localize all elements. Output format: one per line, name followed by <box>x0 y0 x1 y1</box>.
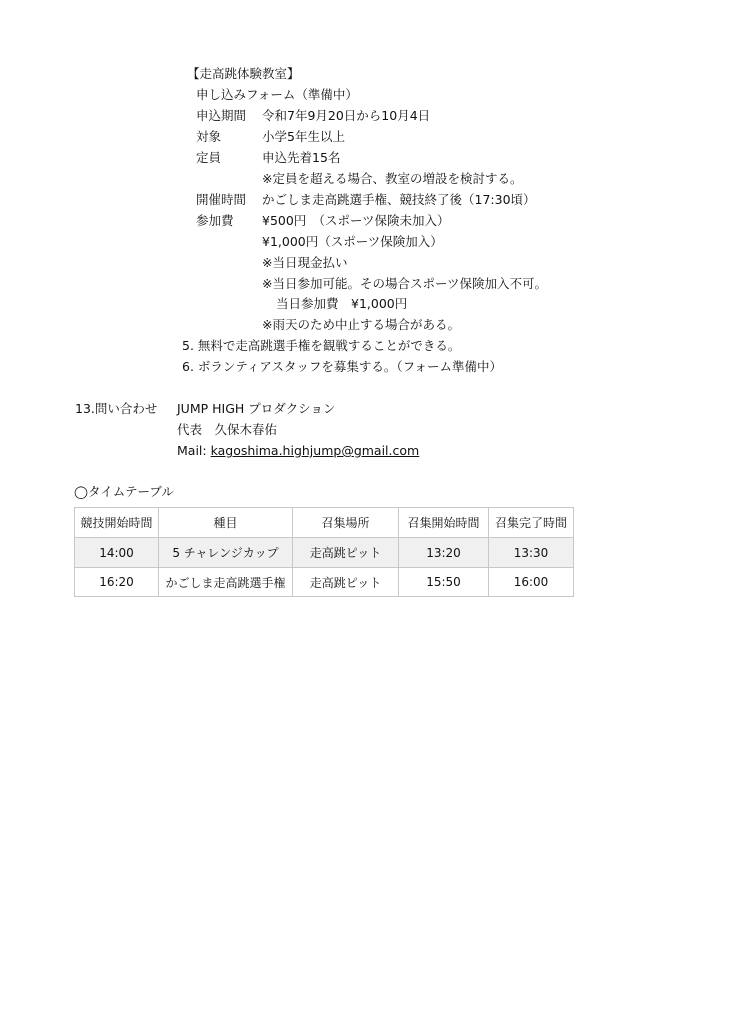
time-label: 開催時間 <box>196 192 247 207</box>
list-item: 5. 無料で走高跳選手権を観戦することができる。 <box>182 338 461 353</box>
time-value: かごしま走高跳選手権、競技終了後（17:30頃） <box>262 192 536 207</box>
table-cell: 13:20 <box>399 538 489 568</box>
contact-org: JUMP HIGH プロダクション <box>177 401 336 416</box>
period-value: 令和7年9月20日から10月4日 <box>262 108 431 123</box>
table-cell: 16:00 <box>489 568 574 597</box>
rain-note: ※雨天のため中止する場合がある。 <box>262 317 460 332</box>
capacity-note: ※定員を超える場合、教室の増設を検討する。 <box>262 171 523 186</box>
target-value: 小学5年生以上 <box>262 129 345 144</box>
form-status: 申し込みフォーム（準備中） <box>196 87 358 102</box>
table-row <box>75 538 574 568</box>
timetable-title: ◯タイムテーブル <box>74 484 174 499</box>
table-cell: 13:30 <box>489 538 574 568</box>
contact-rep: 代表 久保木春佑 <box>177 422 278 437</box>
fee-cash-note: ※当日現金払い <box>262 255 348 270</box>
column-header: 召集場所 <box>293 508 399 538</box>
table-cell: 14:00 <box>75 538 159 568</box>
table-cell: かごしま走高跳選手権 <box>159 568 293 597</box>
capacity-label: 定員 <box>196 150 222 165</box>
column-header: 召集開始時間 <box>399 508 489 538</box>
mail-label: Mail: <box>177 443 211 458</box>
timetable <box>74 507 574 597</box>
period-label: 申込期間 <box>196 108 247 123</box>
experience-heading: 【走高跳体験教室】 <box>187 66 300 81</box>
table-cell: 走高跳ピット <box>293 568 399 597</box>
contact-mail <box>177 445 419 458</box>
fee-label: 参加費 <box>196 213 234 228</box>
fee-uninsured: ¥500円 （スポーツ保険未加入） <box>262 213 450 228</box>
fee-insured: ¥1,000円（スポーツ保険加入） <box>262 234 443 249</box>
email-link[interactable]: kagoshima.highjump@gmail.com <box>210 443 420 458</box>
column-header: 競技開始時間 <box>75 508 159 538</box>
table-cell: 走高跳ピット <box>293 538 399 568</box>
table-header-row <box>75 508 574 538</box>
fee-sameday-price: 当日参加費 ¥1,000円 <box>276 296 408 311</box>
column-header: 種目 <box>159 508 293 538</box>
fee-sameday-note: ※当日参加可能。その場合スポーツ保険加入不可。 <box>262 276 547 291</box>
table-cell: 16:20 <box>75 568 159 597</box>
list-item: 6. ボランティアスタッフを募集する。（フォーム準備中） <box>182 359 503 374</box>
table-cell: 5 チャレンジカップ <box>159 538 293 568</box>
target-label: 対象 <box>196 129 222 144</box>
table-cell: 15:50 <box>399 568 489 597</box>
column-header: 召集完了時間 <box>489 508 574 538</box>
table-row <box>75 568 574 597</box>
contact-label: 13.問い合わせ <box>75 401 158 416</box>
capacity-value: 申込先着15名 <box>262 150 341 165</box>
